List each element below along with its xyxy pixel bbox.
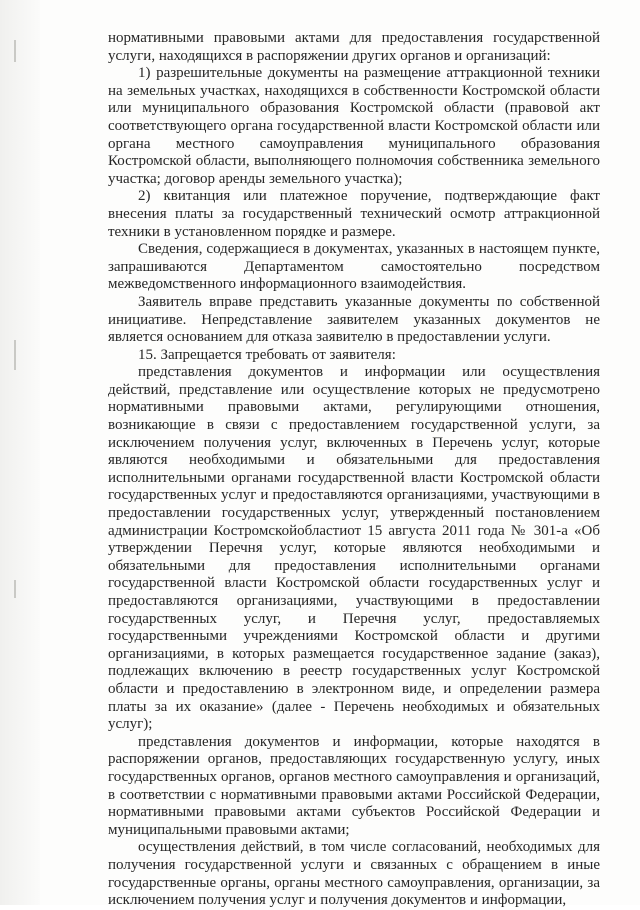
scan-edge [0,0,40,905]
paragraph-section-15: 15. Запрещается требовать от заявителя: [138,346,396,363]
scan-mark [14,40,16,62]
scan-mark [14,580,16,598]
paragraph-continuation: нормативными правовыми актами для предоставления государственной услуги, находящихся в распоряжении других органов и организаций: [108,30,600,64]
paragraph-item-1: 1) разрешительные документы на размещение аттракционной техники на земельных участках, находящихся в собственности Костромской области или муниципального образования Костромской области (правовой акт соответствующего органа государственной власти Костромской области или органа местного самоуправления муниципального образования Костромской области, выполняющего полномочия собственника земельного участка; договор аренды земельного участка); [108,65,600,187]
paragraph-prohibition-2: представления документов и информации, которые находятся в распоряжении органов, предоставляющих государственную услугу, иных государственных органов, органов местного самоуправления и организаций, в соответствии с нормативными правовыми актами Российской Федерации, нормативными правовыми актами субъектов Российской Федерации и муниципальными правовыми актами; [108,733,600,838]
paragraph-prohibition-3: осуществления действий, в том числе согласований, необходимых для получения государственной услуги и связанных с обращением в иные государственные органы, органы местного самоуправления, организации, за исключением получения услуг и получения документов и информации, [108,839,600,909]
paragraph-applicant-right: Заявитель вправе представить указанные документы по собственной инициативе. Непредставление заявителем указанных документов не является основанием для отказа заявителю в предоставлении услуги. [108,293,600,346]
paragraph-info-request: Сведения, содержащиеся в документах, указанных в настоящем пункте, запрашиваются Департаментом самостоятельно посредством межведомственного информационного взаимодействия. [108,241,600,293]
scan-mark [14,340,16,370]
paragraph-prohibition-1: представления документов и информации или осуществления действий, представление или осуществление которых не предусмотрено нормативными правовыми актами, регулирующими отношения, возникающие в связи с предоставлением государственной услуги, за исключением получения услуг, включенных в Перечень услуг, которые являются необходимыми и обязательными для предоставления исполнительными органами государственной власти Костромской области государственных услуг и предоставляются организациями, участвующими в предоставлении государственных услуг, утвержденный постановлением администрации Костромскойобластиот 15 августа 2011 года № 301-а «Об утверждении Перечня услуг, которые являются необходимыми и обязательными для предоставления исполнительными органами государственной власти Костромской области государственных услуг и предоставляются организациями, участвующими в предоставлении государственных услуг, и Перечня услуг, предоставляемых государственными учреждениями Костромской области и другими организациями, в которых размещается государственное задание (заказ), подлежащих включению в реестр государственных услуг Костромской области и предоставлению в электронном виде, и определении размера платы за их оказание» (далее - Перечень необходимых и обязательных услуг); [108,364,600,733]
paragraph-item-2: 2) квитанция или платежное поручение, подтверждающие факт внесения платы за государственный технический осмотр аттракционной техники в установленном порядке и размере. [108,188,600,240]
document-text [108,30,600,910]
